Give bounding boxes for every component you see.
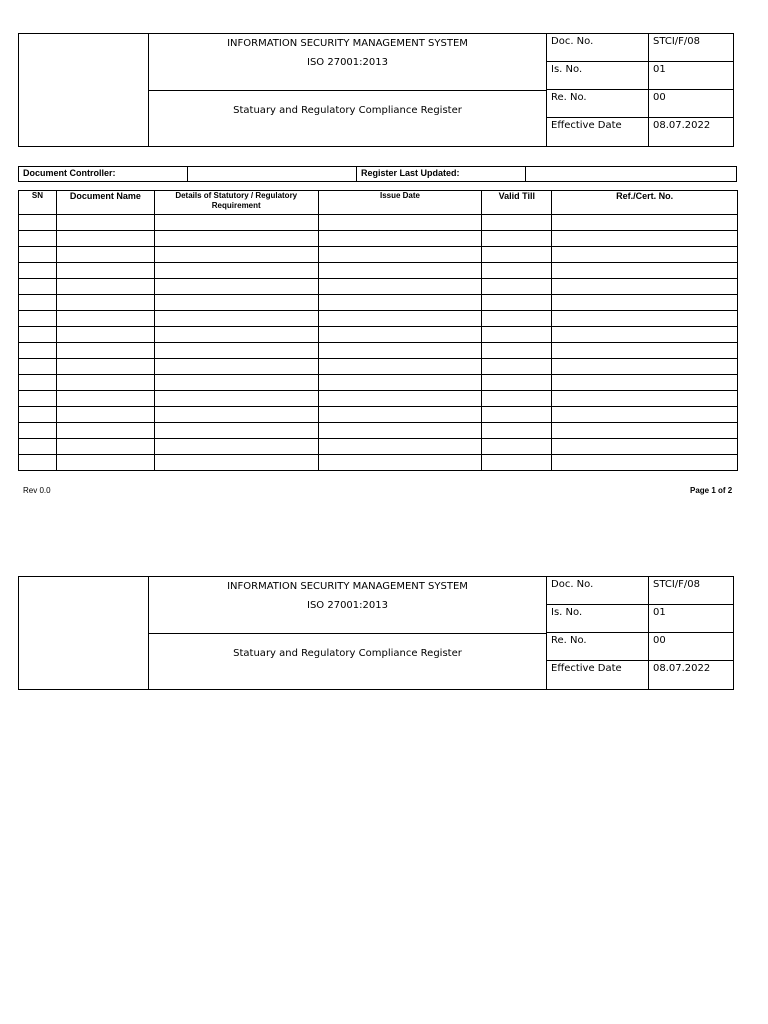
table-cell[interactable] (482, 231, 552, 247)
meta-value: 01 (653, 64, 666, 75)
table-row (19, 327, 738, 343)
meta-key: Re. No. (547, 90, 649, 117)
column-header-sn: SN (19, 191, 57, 215)
meta-key: Effective Date (547, 118, 649, 146)
table-cell[interactable] (552, 455, 738, 471)
meta-row-re-no (547, 90, 733, 118)
table-cell[interactable] (19, 439, 57, 455)
table-cell[interactable] (19, 215, 57, 231)
last-updated-label: Register Last Updated: (357, 167, 526, 181)
document-title: Statuary and Regulatory Compliance Register (233, 648, 462, 659)
table-cell[interactable] (552, 327, 738, 343)
doc-controller-label: Document Controller: (19, 167, 188, 181)
table-cell[interactable] (552, 439, 738, 455)
header-title-top (149, 577, 546, 634)
table-cell[interactable] (56, 455, 154, 471)
table-row (19, 247, 738, 263)
table-cell[interactable] (56, 407, 154, 423)
table-cell[interactable] (154, 231, 318, 247)
table-cell[interactable] (318, 247, 482, 263)
table-cell[interactable] (482, 455, 552, 471)
header-title-top (149, 34, 546, 91)
meta-row-re-no (547, 633, 733, 661)
table-cell[interactable] (318, 359, 482, 375)
table-cell[interactable] (56, 423, 154, 439)
table-cell[interactable] (56, 247, 154, 263)
table-row (19, 455, 738, 471)
column-header-issue-date: Issue Date (318, 191, 482, 215)
controller-row (18, 166, 737, 182)
table-row (19, 407, 738, 423)
meta-key: Doc. No. (547, 34, 649, 61)
table-cell[interactable] (482, 407, 552, 423)
table-cell[interactable] (154, 359, 318, 375)
meta-value: 01 (653, 607, 666, 618)
table-cell[interactable] (552, 215, 738, 231)
table-cell[interactable] (19, 391, 57, 407)
table-cell[interactable] (552, 295, 738, 311)
table-cell[interactable] (19, 375, 57, 391)
logo-area (19, 577, 149, 689)
meta-key: Is. No. (547, 62, 649, 89)
table-row (19, 359, 738, 375)
table-cell[interactable] (482, 215, 552, 231)
table-cell[interactable] (19, 359, 57, 375)
meta-row-effective-date (547, 118, 733, 146)
table-cell[interactable] (318, 343, 482, 359)
table-row (19, 423, 738, 439)
table-cell[interactable] (482, 247, 552, 263)
table-cell[interactable] (482, 343, 552, 359)
table-cell[interactable] (19, 343, 57, 359)
document-header-page-2 (18, 576, 734, 690)
table-cell[interactable] (19, 295, 57, 311)
table-cell[interactable] (56, 231, 154, 247)
meta-row-doc-no (547, 577, 733, 605)
header-meta (547, 577, 733, 689)
table-cell[interactable] (154, 263, 318, 279)
column-header-details: Details of Statutory / Regulatory Requirement (154, 191, 318, 215)
table-cell[interactable] (19, 407, 57, 423)
table-row (19, 263, 738, 279)
meta-value: 08.07.2022 (653, 120, 711, 131)
table-cell[interactable] (552, 423, 738, 439)
table-cell[interactable] (552, 231, 738, 247)
table-cell[interactable] (19, 423, 57, 439)
document-header (18, 33, 734, 147)
table-cell[interactable] (154, 423, 318, 439)
table-cell[interactable] (318, 327, 482, 343)
table-row (19, 311, 738, 327)
table-cell[interactable] (56, 391, 154, 407)
table-cell[interactable] (318, 423, 482, 439)
table-cell[interactable] (154, 215, 318, 231)
meta-value: 00 (653, 92, 666, 103)
table-cell[interactable] (56, 279, 154, 295)
table-cell[interactable] (19, 279, 57, 295)
table-cell[interactable] (482, 311, 552, 327)
doc-controller-field[interactable] (188, 167, 357, 181)
table-cell[interactable] (552, 359, 738, 375)
last-updated-field[interactable] (526, 167, 736, 181)
table-cell[interactable] (318, 407, 482, 423)
table-cell[interactable] (154, 343, 318, 359)
table-cell[interactable] (482, 391, 552, 407)
table-row (19, 279, 738, 295)
table-cell[interactable] (154, 375, 318, 391)
table-cell[interactable] (154, 311, 318, 327)
table-row (19, 439, 738, 455)
meta-value: 00 (653, 635, 666, 646)
table-cell[interactable] (56, 263, 154, 279)
meta-key: Re. No. (547, 633, 649, 660)
document-title: Statuary and Regulatory Compliance Register (233, 105, 462, 116)
column-header-valid-till: Valid Till (482, 191, 552, 215)
table-cell[interactable] (318, 263, 482, 279)
header-meta (547, 34, 733, 146)
meta-row-is-no (547, 605, 733, 633)
table-cell[interactable] (56, 439, 154, 455)
meta-key: Effective Date (547, 661, 649, 689)
table-cell[interactable] (318, 295, 482, 311)
meta-value: STCI/F/08 (653, 579, 701, 590)
table-row (19, 231, 738, 247)
table-cell[interactable] (154, 295, 318, 311)
table-cell[interactable] (19, 231, 57, 247)
table-cell[interactable] (56, 343, 154, 359)
table-cell[interactable] (19, 455, 57, 471)
meta-row-is-no (547, 62, 733, 90)
table-cell[interactable] (318, 279, 482, 295)
system-name: INFORMATION SECURITY MANAGEMENT SYSTEM (227, 581, 468, 592)
table-cell[interactable] (318, 391, 482, 407)
table-cell[interactable] (56, 375, 154, 391)
table-cell[interactable] (318, 375, 482, 391)
table-cell[interactable] (552, 375, 738, 391)
meta-row-effective-date (547, 661, 733, 689)
table-cell[interactable] (318, 455, 482, 471)
table-row (19, 343, 738, 359)
table-cell[interactable] (482, 263, 552, 279)
meta-key: Is. No. (547, 605, 649, 632)
table-cell[interactable] (154, 279, 318, 295)
table-row (19, 295, 738, 311)
table-cell[interactable] (318, 215, 482, 231)
table-cell[interactable] (154, 439, 318, 455)
standard-name: ISO 27001:2013 (307, 600, 388, 611)
table-cell[interactable] (318, 439, 482, 455)
table-cell[interactable] (482, 423, 552, 439)
table-cell[interactable] (56, 215, 154, 231)
table-row (19, 375, 738, 391)
meta-value: 08.07.2022 (653, 663, 711, 674)
table-cell[interactable] (482, 439, 552, 455)
table-cell[interactable] (552, 343, 738, 359)
header-title-block (149, 34, 547, 146)
meta-row-doc-no (547, 34, 733, 62)
table-cell[interactable] (56, 327, 154, 343)
header-title-block (149, 577, 547, 689)
table-cell[interactable] (482, 327, 552, 343)
meta-value: STCI/F/08 (653, 36, 701, 47)
system-name: INFORMATION SECURITY MANAGEMENT SYSTEM (227, 38, 468, 49)
table-row (19, 391, 738, 407)
table-cell[interactable] (154, 407, 318, 423)
table-cell[interactable] (482, 279, 552, 295)
column-header-ref-cert-no: Ref./Cert. No. (552, 191, 738, 215)
column-header-document-name: Document Name (56, 191, 154, 215)
table-cell[interactable] (482, 295, 552, 311)
table-cell[interactable] (552, 391, 738, 407)
table-row (19, 215, 738, 231)
table-cell[interactable] (56, 311, 154, 327)
table-cell[interactable] (482, 375, 552, 391)
table-cell[interactable] (154, 327, 318, 343)
table-cell[interactable] (56, 295, 154, 311)
table-cell[interactable] (552, 279, 738, 295)
table-cell[interactable] (19, 247, 57, 263)
standard-name: ISO 27001:2013 (307, 57, 388, 68)
table-cell[interactable] (482, 359, 552, 375)
table-cell[interactable] (552, 263, 738, 279)
table-cell[interactable] (19, 311, 57, 327)
table-cell[interactable] (552, 247, 738, 263)
table-cell[interactable] (19, 263, 57, 279)
page-number: Page 1 of 2 (690, 486, 733, 495)
revision-label: Rev 0.0 (23, 486, 51, 495)
table-header-row (19, 191, 738, 215)
table-cell[interactable] (19, 327, 57, 343)
table-cell[interactable] (154, 247, 318, 263)
table-cell[interactable] (318, 311, 482, 327)
table-cell[interactable] (318, 231, 482, 247)
logo-area (19, 34, 149, 146)
compliance-register-table (18, 190, 738, 471)
meta-key: Doc. No. (547, 577, 649, 604)
table-cell[interactable] (552, 311, 738, 327)
table-cell[interactable] (552, 407, 738, 423)
table-cell[interactable] (154, 455, 318, 471)
table-cell[interactable] (154, 391, 318, 407)
table-cell[interactable] (56, 359, 154, 375)
